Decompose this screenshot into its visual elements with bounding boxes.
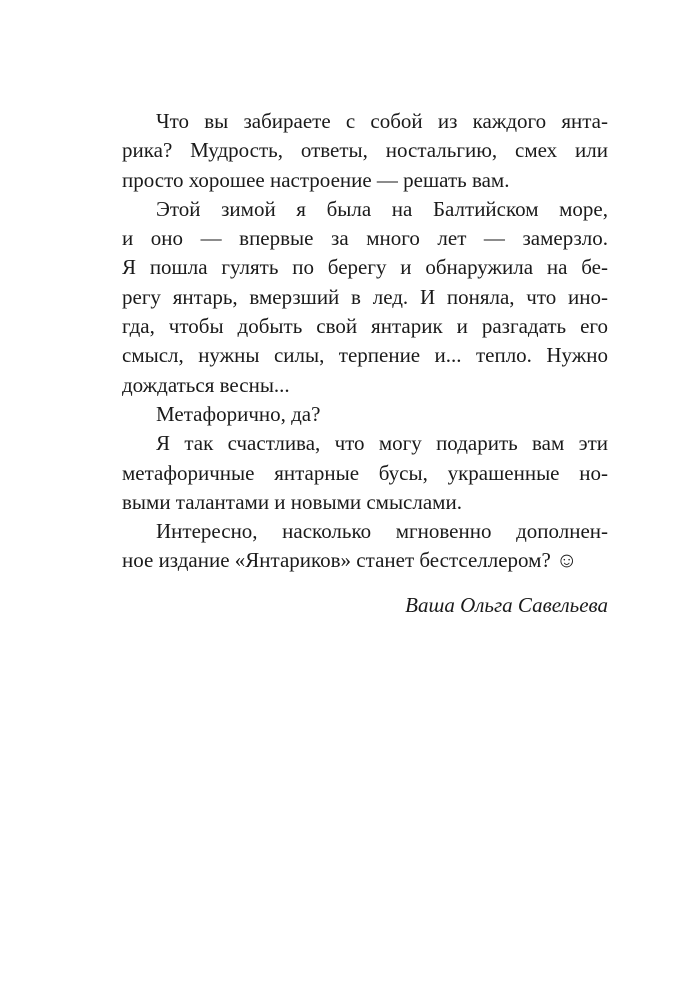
text-line: гда, чтобы добыть свой янтарик и разгадать его — [122, 314, 608, 339]
text-line: Интересно, насколько мгновенно дополнен- — [156, 519, 608, 544]
text-line: просто хорошее настроение — решать вам. — [122, 167, 510, 192]
text-line: регу янтарь, вмерзший в лед. И поняла, что ино- — [122, 284, 608, 309]
text-line: и оно — впервые за много лет — замерзло. — [122, 226, 608, 251]
paragraph — [122, 400, 608, 429]
text-line: метафоричные янтарные бусы, украшенные но- — [122, 460, 608, 485]
paragraph — [122, 195, 608, 400]
text-line: смысл, нужны силы, терпение и... тепло. Нужно — [122, 343, 608, 368]
text-line: дождаться весны... — [122, 372, 290, 397]
text-line: рика? Мудрость, ответы, ностальгию, смех или — [122, 138, 608, 163]
text-line: ное издание «Янтариков» станет бестселлером? ☺ — [122, 548, 578, 573]
text-line: Что вы забираете с собой из каждого янта- — [156, 109, 608, 133]
paragraph — [122, 429, 608, 517]
book-page-text — [122, 107, 608, 576]
text-line: Метафорично, да? — [156, 401, 321, 426]
text-line: Этой зимой я была на Балтийском море, — [156, 196, 608, 221]
text-line: Я пошла гулять по берегу и обнаружила на бе- — [122, 255, 608, 280]
author-signature: Ваша Ольга Савельева — [405, 593, 608, 617]
paragraph — [122, 107, 608, 195]
text-line: выми талантами и новыми смыслами. — [122, 489, 462, 514]
text-line: Я так счастлива, что могу подарить вам эти — [156, 431, 608, 456]
paragraph — [122, 517, 608, 576]
